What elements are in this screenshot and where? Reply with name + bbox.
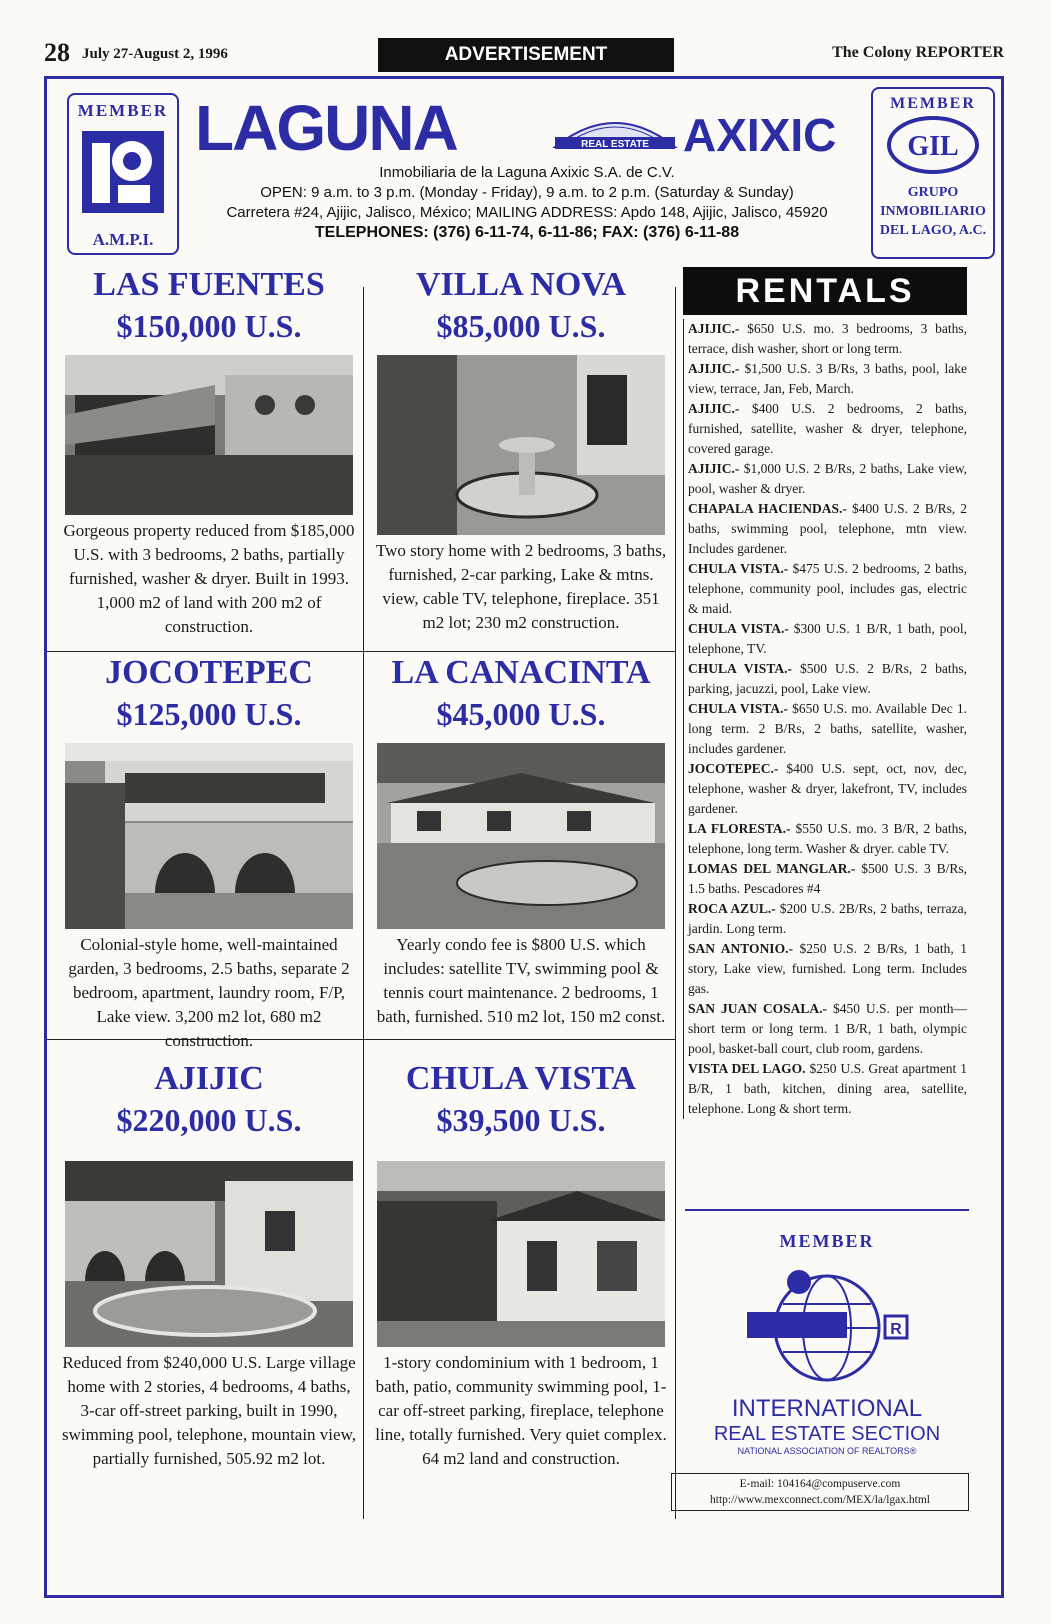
ampi-org: A.M.P.I. [92, 230, 154, 249]
office-address: Carretera #24, Ajijic, Jalisco, México; MAILING ADDRESS: Apdo 148, Ajijic, Jalisco, 45920 [226, 204, 828, 221]
gil-logo-icon [883, 113, 983, 177]
rental-item: CHULA VISTA.- $475 U.S. 2 bedrooms, 2 baths, telephone, community pool, includes gas, electric & maid. [688, 561, 968, 616]
listing-jocotepec [61, 653, 357, 1053]
column-divider-2 [675, 287, 676, 1519]
listing-price: $45,000 U.S. [436, 696, 606, 732]
international-member-badge [685, 1209, 969, 1465]
rental-item: CHULA VISTA.- $300 U.S. 1 B/R, 1 bath, pool, telephone, TV. [688, 621, 968, 656]
gil-org-line-3: DEL LAGO, A.C. [879, 223, 987, 238]
svg-text:R: R [890, 1321, 902, 1338]
listing-description: Two story home with 2 bedrooms, 3 baths, furnished, 2-car parking, Lake & mtns. view, cable TV, telephone, fireplace. 351 m2 lot; 230 m2 construction. [375, 541, 667, 632]
row-divider-1 [47, 651, 675, 652]
ampi-member-badge [67, 93, 179, 255]
rental-item: AJIJIC.- $650 U.S. mo. 3 bedrooms, 3 baths, terrace, dish washer, short or long term. [688, 321, 968, 356]
listing-name: AJIJIC [154, 1060, 264, 1097]
gil-logo-text: GIL [907, 131, 959, 162]
rental-item: SAN ANTONIO.- $250 U.S. 2 B/Rs, 1 bath, 1 story, Lake view, furnished. Long term. Includes gas. [688, 941, 967, 996]
listing-chula-vista [373, 1059, 669, 1471]
listing-photo [377, 355, 665, 535]
ampi-member-label: MEMBER [77, 101, 169, 120]
gil-member-label: MEMBER [890, 95, 976, 112]
listing-name: CHULA VISTA [405, 1060, 637, 1097]
rental-item: VISTA DEL LAGO. $250 U.S. Great apartment 1 B/R, 1 bath, kitchen, dining area, satellite, telephone. Long & short term. [688, 1061, 968, 1116]
contact-url[interactable]: http://www.mexconnect.com/MEX/la/lgax.html [710, 1494, 930, 1506]
intl-line-2: REAL ESTATE SECTION [713, 1423, 941, 1445]
listing-description: Yearly condo fee is $800 U.S. which includes: satellite TV, swimming pool & tennis court maintenance. 2 bedrooms, 1 bath, furnished. 510 m2 lot, 150 m2 const. [376, 935, 666, 1026]
issue-date: July 27-August 2, 1996 [82, 46, 228, 62]
listing-description: Gorgeous property reduced from $185,000 U.S. with 3 bedrooms, 2 baths, partially furnished, washer & dryer. Built in 1993. 1,000 m2 of land with 200 m2 of construction. [63, 521, 355, 636]
phone-numbers: TELEPHONES: (376) 6-11-74, 6-11-86; FAX: (376) 6-11-88 [314, 224, 740, 241]
intl-line-1: INTERNATIONAL [731, 1395, 923, 1422]
listing-photo [65, 355, 353, 515]
contact-email[interactable]: E-mail: 104164@compuserve.com [739, 1478, 901, 1490]
rental-item: LA FLORESTA.- $550 U.S. mo. 3 B/R, 2 baths, telephone, long term. Washer & dryer. cable TV. [688, 821, 967, 856]
column-divider-1 [363, 287, 364, 1519]
listing-name: LAS FUENTES [93, 266, 325, 303]
gil-org-line-2: INMOBILIARIO [880, 204, 986, 219]
rental-item: SAN JUAN COSALA.- $450 U.S. per month—short term or long term. 1 B/R, 1 bath, olympic pool, basket-ball court, club room, gardens. [688, 1001, 968, 1056]
listing-photo [377, 743, 665, 929]
listing-price: $220,000 U.S. [116, 1102, 302, 1138]
newspaper-name: The Colony REPORTER [832, 44, 1004, 61]
rentals-list [683, 319, 967, 1119]
rentals-title: RENTALS [683, 267, 967, 315]
globe-icon [727, 1256, 927, 1386]
rental-item: CHULA VISTA.- $650 U.S. mo. Available Dec 1. long term. 2 B/Rs, 2 baths, satellite, washer, includes gardener. [688, 701, 967, 756]
listing-name: VILLA NOVA [415, 266, 627, 303]
listing-photo [65, 1161, 353, 1347]
listing-name: LA CANACINTA [391, 654, 651, 691]
listing-price: $85,000 U.S. [436, 308, 606, 344]
rental-item: AJIJIC.- $1,000 U.S. 2 B/Rs, 2 baths, Lake view, pool, washer & dryer. [688, 461, 967, 496]
brand-name-laguna: LAGUNA [195, 92, 457, 164]
real-estate-dome-icon [551, 111, 679, 151]
rental-item: LOMAS DEL MANGLAR.- $500 U.S. 3 B/Rs, 1.5 baths. Pescadores #4 [688, 861, 967, 896]
contact-box [671, 1473, 969, 1511]
listing-photo [65, 743, 353, 929]
rental-item: AJIJIC.- $400 U.S. 2 bedrooms, 2 baths, furnished, satellite, washer & dryer, telephone, covered garage. [688, 401, 967, 456]
listing-price: $125,000 U.S. [116, 696, 302, 732]
rental-item: AJIJIC.- $1,500 U.S. 3 B/Rs, 3 baths, pool, lake view, terrace, Jan, Feb, March. [688, 361, 967, 396]
listing-price: $150,000 U.S. [116, 308, 302, 344]
rentals-column [683, 267, 967, 1119]
agency-info [187, 163, 867, 243]
advertisement-banner: ADVERTISEMENT [378, 38, 674, 72]
rental-item: CHAPALA HACIENDAS.- $400 U.S. 2 B/Rs, 2 baths, swimming pool, telephone, mtn view. Includes gardener. [688, 501, 967, 556]
brand-logo [195, 93, 845, 163]
page-header [44, 38, 1004, 76]
listing-la-canacinta [373, 653, 669, 1029]
listing-description: 1-story condominium with 1 bedroom, 1 bath, patio, community swimming pool, 1-car off-street parking, fireplace, telephone line, totally furnished. Very quiet complex. 64 m2 land and construction. [375, 1353, 667, 1468]
page-number: 28 [44, 38, 70, 67]
dome-label: REAL ESTATE [581, 139, 649, 150]
listing-price: $39,500 U.S. [436, 1102, 606, 1138]
rental-item: ROCA AZUL.- $200 U.S. 2B/Rs, 2 baths, terraza, jardin. Long term. [688, 901, 968, 936]
rental-item: CHULA VISTA.- $500 U.S. 2 B/Rs, 2 baths, parking, jacuzzi, pool, Lake view. [688, 661, 967, 696]
intl-member-label: MEMBER [779, 1231, 875, 1251]
listing-description: Colonial-style home, well-maintained garden, 3 bedrooms, 2.5 baths, separate 2 bedroom, apartment, laundry room, F/P, Lake view. 3,200 m2 lot, 680 m2 construction. [68, 935, 350, 1050]
brand-name-axixic: AXIXIC [683, 109, 837, 161]
ampi-logo-icon [78, 127, 168, 217]
gil-member-badge [871, 87, 995, 259]
intl-line-3: NATIONAL ASSOCIATION OF REALTORS® [737, 1446, 917, 1456]
rental-item: JOCOTEPEC.- $400 U.S. sept, oct, nov, dec, telephone, washer & dryer, lakefront, TV, includes gardener. [688, 761, 968, 816]
listing-name: JOCOTEPEC [105, 654, 313, 691]
listing-las-fuentes [61, 265, 357, 639]
listing-ajijic [61, 1059, 357, 1471]
listing-photo [377, 1161, 665, 1347]
listing-villa-nova [373, 265, 669, 635]
gil-org-line-1: GRUPO [907, 185, 959, 200]
company-name: Inmobiliaria de la Laguna Axixic S.A. de C.V. [379, 164, 675, 181]
ad-frame [44, 76, 1004, 1598]
office-hours: OPEN: 9 a.m. to 3 p.m. (Monday - Friday), 9 a.m. to 2 p.m. (Saturday & Sunday) [260, 184, 794, 201]
listing-description: Reduced from $240,000 U.S. Large village home with 2 stories, 4 bedrooms, 4 baths, 3-car off-street parking, built in 1990, swimming pool, telephone, mountain view, partially furnished, 505.92 m2 lot. [62, 1353, 356, 1468]
